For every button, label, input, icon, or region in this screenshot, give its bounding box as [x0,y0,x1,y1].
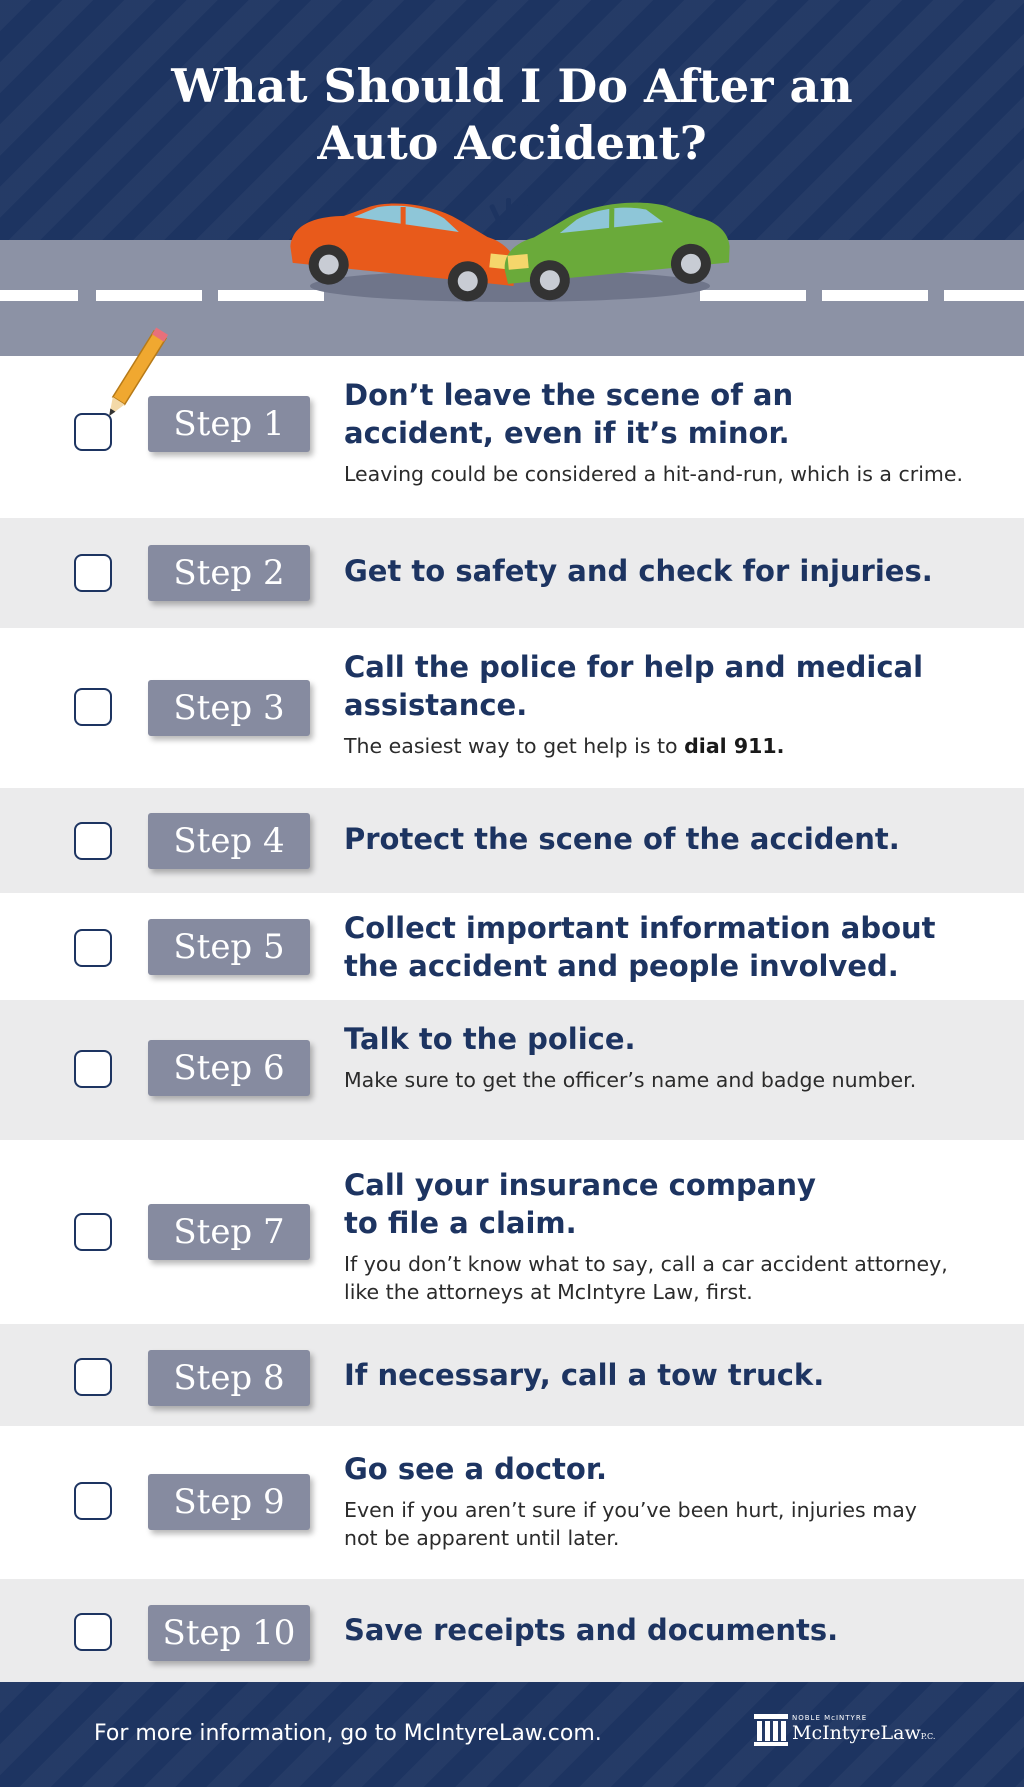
step-title [344,376,994,452]
step-row-5 [0,893,1024,1000]
step-badge: Step 1 [148,396,310,452]
road-dash [0,290,78,301]
step-title [344,648,994,724]
step-row-4 [0,788,1024,893]
step-title [344,552,994,590]
step-text [344,552,994,590]
step-badge: Step 2 [148,545,310,601]
checkbox-icon[interactable] [74,554,112,592]
step-badge: Step 10 [148,1605,310,1661]
step-title-line: Talk to the police. [344,1022,636,1056]
road-dash [96,290,202,301]
step-description-line: If you don’t know what to say, call a car accident attorney, [344,1252,948,1276]
step-row-2 [0,518,1024,628]
step-text [344,1166,994,1306]
step-title [344,1020,994,1058]
step-title-line: If necessary, call a tow truck. [344,1358,825,1392]
checkbox-icon[interactable] [74,1050,112,1088]
checkbox-icon[interactable] [74,688,112,726]
step-description [344,732,994,760]
step-description [344,460,994,488]
step-title [344,820,994,858]
page-title [0,58,1024,172]
checkbox-icon[interactable] [74,1613,112,1651]
checkbox-icon[interactable] [74,1358,112,1396]
step-title-line: Call your insurance company [344,1168,816,1202]
step-title-line: Collect important information about [344,911,936,945]
step-description-line: like the attorneys at McIntyre Law, first. [344,1280,753,1304]
title-line-2: Auto Accident? [317,116,707,170]
step-description [344,1066,994,1094]
step-description-line: Leaving could be considered a hit-and-run, which is a crime. [344,462,963,486]
step-description-line: not be apparent until later. [344,1526,620,1550]
logo-name: McIntyreLaw [792,1722,921,1744]
step-text [344,648,994,760]
car-crash-icon [280,196,740,306]
step-badge: Step 7 [148,1204,310,1260]
step-title-line: to file a claim. [344,1206,577,1240]
pencil-icon [96,320,176,430]
step-title-line: assistance. [344,688,528,722]
step-description-line: Even if you aren’t sure if you’ve been hurt, injuries may [344,1498,917,1522]
logo-main-text [792,1722,935,1744]
step-title [344,1166,994,1242]
title-line-1: What Should I Do After an [171,59,853,113]
step-row-7 [0,1140,1024,1324]
step-description-line: Make sure to get the officer’s name and badge number. [344,1068,917,1092]
step-row-6 [0,1000,1024,1140]
step-badge: Step 9 [148,1474,310,1530]
step-row-8 [0,1324,1024,1426]
step-title-line: accident, even if it’s minor. [344,416,790,450]
step-text [344,1020,994,1094]
step-title [344,1450,994,1488]
step-row-3 [0,628,1024,788]
step-title-line: the accident and people involved. [344,949,899,983]
checkbox-icon[interactable] [74,1213,112,1251]
step-badge: Step 5 [148,919,310,975]
step-title [344,1611,994,1649]
step-text [344,376,994,488]
step-title [344,1356,994,1394]
step-description [344,1496,994,1552]
step-text [344,909,994,985]
step-row-10 [0,1579,1024,1682]
step-description-emphasis: dial 911. [684,734,785,758]
step-title-line: Protect the scene of the accident. [344,822,900,856]
checkbox-icon[interactable] [74,929,112,967]
step-badge: Step 8 [148,1350,310,1406]
step-title-line: Get to safety and check for injuries. [344,554,933,588]
step-description [344,1250,994,1306]
step-badge: Step 6 [148,1040,310,1096]
logo-top-text: NOBLE McINTYRE [792,1714,868,1722]
step-row-9 [0,1426,1024,1579]
company-logo [754,1714,936,1750]
step-title-line: Don’t leave the scene of an [344,378,794,412]
step-text [344,820,994,858]
step-title [344,909,994,985]
road-dash [822,290,928,301]
step-badge: Step 3 [148,680,310,736]
checkbox-icon[interactable] [74,822,112,860]
step-badge: Step 4 [148,813,310,869]
step-title-line: Save receipts and documents. [344,1613,839,1647]
step-description-text: The easiest way to get help is to [344,734,685,758]
header-banner [0,0,1024,356]
step-title-line: Call the police for help and medical [344,650,924,684]
checkbox-icon[interactable] [74,1482,112,1520]
footer-info-text: For more information, go to McIntyreLaw.com. [94,1721,602,1746]
pillar-logo-icon [754,1714,788,1746]
step-title-line: Go see a doctor. [344,1452,608,1486]
step-text [344,1356,994,1394]
footer [0,1682,1024,1787]
step-text [344,1450,994,1552]
step-text [344,1611,994,1649]
logo-suffix: P.C. [920,1732,936,1741]
road-dash [944,290,1024,301]
